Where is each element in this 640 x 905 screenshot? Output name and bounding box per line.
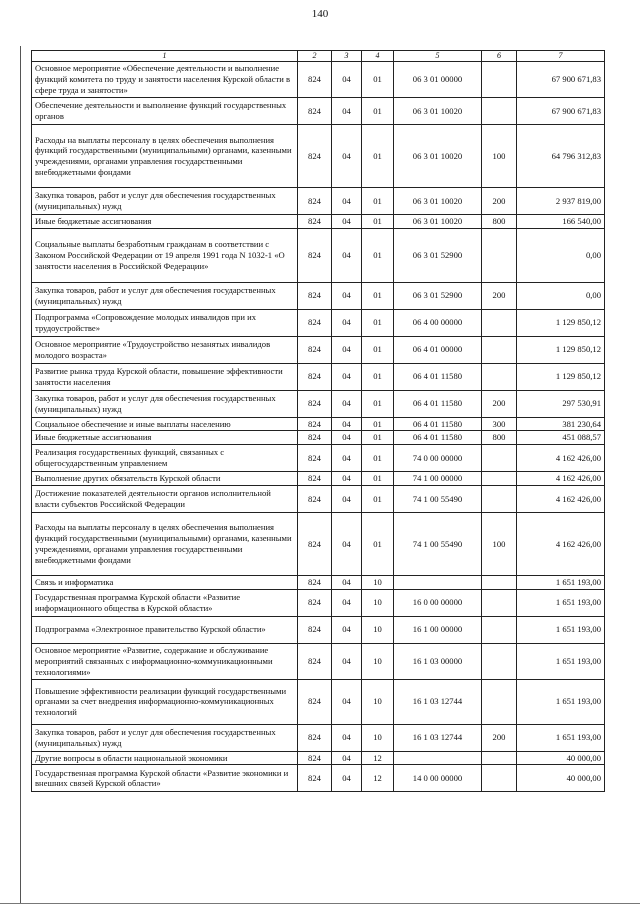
table-row xyxy=(32,62,605,98)
table-row xyxy=(32,228,605,282)
table-row xyxy=(32,589,605,616)
cell-subsection: 01 xyxy=(362,445,394,472)
cell-target-article: 06 3 01 10020 xyxy=(394,188,482,215)
cell-ministry-code: 824 xyxy=(298,751,332,765)
cell-target-article: 06 3 01 52900 xyxy=(394,282,482,309)
cell-amount: 1 129 850,12 xyxy=(517,336,605,363)
cell-target-article: 06 4 01 11580 xyxy=(394,390,482,417)
cell-ministry-code: 824 xyxy=(298,417,332,431)
column-header: 6 xyxy=(482,51,517,62)
cell-target-article: 74 1 00 55490 xyxy=(394,485,482,512)
cell-subsection: 12 xyxy=(362,751,394,765)
column-header: 7 xyxy=(517,51,605,62)
cell-amount: 4 162 426,00 xyxy=(517,445,605,472)
cell-target-article: 06 4 01 11580 xyxy=(394,363,482,390)
table-row xyxy=(32,431,605,445)
cell-section: 04 xyxy=(332,472,362,486)
cell-target-article: 06 3 01 00000 xyxy=(394,62,482,98)
cell-ministry-code: 824 xyxy=(298,765,332,792)
cell-ministry-code: 824 xyxy=(298,309,332,336)
cell-name: Закупка товаров, работ и услуг для обеспечения государственных (муниципальных) нужд xyxy=(32,282,298,309)
cell-target-article: 16 0 00 00000 xyxy=(394,589,482,616)
table-body xyxy=(32,62,605,792)
column-header: 1 xyxy=(32,51,298,62)
cell-section: 04 xyxy=(332,643,362,679)
cell-subsection: 01 xyxy=(362,98,394,125)
cell-amount: 1 651 193,00 xyxy=(517,575,605,589)
table-row xyxy=(32,724,605,751)
cell-amount: 451 088,57 xyxy=(517,431,605,445)
table-row xyxy=(32,309,605,336)
cell-name: Другие вопросы в области национальной экономики xyxy=(32,751,298,765)
cell-amount: 40 000,00 xyxy=(517,751,605,765)
cell-name: Иные бюджетные ассигнования xyxy=(32,215,298,229)
cell-amount: 1 129 850,12 xyxy=(517,363,605,390)
cell-section: 04 xyxy=(332,575,362,589)
cell-section: 04 xyxy=(332,512,362,575)
cell-target-article: 06 4 00 00000 xyxy=(394,309,482,336)
table-row xyxy=(32,363,605,390)
cell-subsection: 01 xyxy=(362,125,394,188)
cell-target-article xyxy=(394,751,482,765)
cell-expense-type xyxy=(482,575,517,589)
cell-target-article: 06 3 01 10020 xyxy=(394,215,482,229)
table-row xyxy=(32,282,605,309)
cell-target-article: 16 1 03 00000 xyxy=(394,643,482,679)
cell-ministry-code: 824 xyxy=(298,282,332,309)
cell-section: 04 xyxy=(332,282,362,309)
cell-section: 04 xyxy=(332,125,362,188)
cell-subsection: 01 xyxy=(362,62,394,98)
cell-section: 04 xyxy=(332,751,362,765)
cell-amount: 0,00 xyxy=(517,282,605,309)
cell-target-article: 74 1 00 55490 xyxy=(394,512,482,575)
cell-section: 04 xyxy=(332,485,362,512)
cell-name: Социальное обеспечение и иные выплаты населению xyxy=(32,417,298,431)
cell-expense-type xyxy=(482,472,517,486)
table-row xyxy=(32,512,605,575)
cell-name: Государственная программа Курской области «Развитие экономики и внешних связей Курской области» xyxy=(32,765,298,792)
cell-subsection: 01 xyxy=(362,472,394,486)
cell-target-article: 06 4 01 11580 xyxy=(394,417,482,431)
cell-section: 04 xyxy=(332,589,362,616)
cell-name: Государственная программа Курской области «Развитие информационного общества в Курской области» xyxy=(32,589,298,616)
cell-section: 04 xyxy=(332,724,362,751)
cell-target-article: 74 0 00 00000 xyxy=(394,445,482,472)
cell-expense-type: 200 xyxy=(482,390,517,417)
cell-subsection: 01 xyxy=(362,309,394,336)
cell-ministry-code: 824 xyxy=(298,724,332,751)
cell-expense-type: 200 xyxy=(482,282,517,309)
cell-expense-type: 800 xyxy=(482,431,517,445)
cell-ministry-code: 824 xyxy=(298,62,332,98)
cell-ministry-code: 824 xyxy=(298,589,332,616)
cell-amount: 381 230,64 xyxy=(517,417,605,431)
cell-section: 04 xyxy=(332,98,362,125)
cell-name: Основное мероприятие «Обеспечение деятельности и выполнение функций комитета по труду и занятости населения Курской области в сфере труда и занятости» xyxy=(32,62,298,98)
cell-ministry-code: 824 xyxy=(298,125,332,188)
cell-ministry-code: 824 xyxy=(298,215,332,229)
cell-target-article: 14 0 00 00000 xyxy=(394,765,482,792)
cell-subsection: 01 xyxy=(362,417,394,431)
cell-section: 04 xyxy=(332,188,362,215)
cell-expense-type: 300 xyxy=(482,417,517,431)
cell-subsection: 01 xyxy=(362,431,394,445)
table-row xyxy=(32,751,605,765)
table-row xyxy=(32,188,605,215)
cell-name: Основное мероприятие «Трудоустройство незанятых инвалидов молодого возраста» xyxy=(32,336,298,363)
cell-amount: 0,00 xyxy=(517,228,605,282)
cell-amount: 1 651 193,00 xyxy=(517,589,605,616)
cell-ministry-code: 824 xyxy=(298,363,332,390)
cell-section: 04 xyxy=(332,417,362,431)
cell-subsection: 10 xyxy=(362,643,394,679)
cell-subsection: 01 xyxy=(362,390,394,417)
cell-name: Развитие рынка труда Курской области, повышение эффективности занятости населения xyxy=(32,363,298,390)
cell-name: Обеспечение деятельности и выполнение функций государственных органов xyxy=(32,98,298,125)
cell-target-article: 16 1 03 12744 xyxy=(394,724,482,751)
cell-subsection: 10 xyxy=(362,679,394,724)
table-row xyxy=(32,575,605,589)
cell-name: Повышение эффективности реализации функций государственными органами за счет внедрения информационно-коммуникационных технологий xyxy=(32,679,298,724)
table-row xyxy=(32,472,605,486)
cell-ministry-code: 824 xyxy=(298,512,332,575)
cell-expense-type xyxy=(482,765,517,792)
cell-subsection: 01 xyxy=(362,485,394,512)
cell-ministry-code: 824 xyxy=(298,643,332,679)
cell-target-article: 06 3 01 10020 xyxy=(394,98,482,125)
cell-ministry-code: 824 xyxy=(298,575,332,589)
cell-section: 04 xyxy=(332,62,362,98)
cell-ministry-code: 824 xyxy=(298,188,332,215)
cell-amount: 40 000,00 xyxy=(517,765,605,792)
page-bottom-line xyxy=(0,903,640,904)
cell-section: 04 xyxy=(332,445,362,472)
cell-ministry-code: 824 xyxy=(298,616,332,643)
table-row xyxy=(32,616,605,643)
cell-expense-type: 100 xyxy=(482,125,517,188)
cell-expense-type xyxy=(482,485,517,512)
cell-amount: 166 540,00 xyxy=(517,215,605,229)
cell-section: 04 xyxy=(332,336,362,363)
cell-amount: 64 796 312,83 xyxy=(517,125,605,188)
cell-section: 04 xyxy=(332,363,362,390)
cell-amount: 4 162 426,00 xyxy=(517,472,605,486)
cell-amount: 4 162 426,00 xyxy=(517,512,605,575)
cell-section: 04 xyxy=(332,228,362,282)
column-header: 4 xyxy=(362,51,394,62)
cell-target-article: 06 3 01 52900 xyxy=(394,228,482,282)
cell-amount: 1 651 193,00 xyxy=(517,616,605,643)
cell-subsection: 01 xyxy=(362,336,394,363)
cell-ministry-code: 824 xyxy=(298,336,332,363)
cell-expense-type xyxy=(482,98,517,125)
cell-amount: 297 530,91 xyxy=(517,390,605,417)
cell-expense-type: 200 xyxy=(482,188,517,215)
cell-name: Иные бюджетные ассигнования xyxy=(32,431,298,445)
cell-expense-type xyxy=(482,445,517,472)
table-row xyxy=(32,417,605,431)
cell-expense-type xyxy=(482,228,517,282)
cell-name: Расходы на выплаты персоналу в целях обеспечения выполнения функций государственными (муниципальными) органами, казенными учреждениями, органами управления государственными внебюджетными фондами xyxy=(32,125,298,188)
cell-ministry-code: 824 xyxy=(298,679,332,724)
cell-subsection: 10 xyxy=(362,724,394,751)
cell-expense-type xyxy=(482,643,517,679)
cell-target-article: 06 4 01 00000 xyxy=(394,336,482,363)
cell-subsection: 01 xyxy=(362,363,394,390)
cell-ministry-code: 824 xyxy=(298,390,332,417)
cell-expense-type xyxy=(482,62,517,98)
cell-amount: 1 651 193,00 xyxy=(517,679,605,724)
cell-name: Выполнение других обязательств Курской области xyxy=(32,472,298,486)
cell-expense-type xyxy=(482,616,517,643)
cell-section: 04 xyxy=(332,431,362,445)
cell-name: Подпрограмма «Электронное правительство Курской области» xyxy=(32,616,298,643)
page-number: 140 xyxy=(311,8,329,20)
cell-section: 04 xyxy=(332,390,362,417)
cell-subsection: 01 xyxy=(362,228,394,282)
cell-expense-type xyxy=(482,336,517,363)
cell-subsection: 01 xyxy=(362,512,394,575)
table-row xyxy=(32,679,605,724)
cell-expense-type xyxy=(482,309,517,336)
cell-name: Достижение показателей деятельности органов исполнительной власти субъектов Российской Федерации xyxy=(32,485,298,512)
cell-target-article: 74 1 00 00000 xyxy=(394,472,482,486)
cell-subsection: 01 xyxy=(362,188,394,215)
cell-name: Связь и информатика xyxy=(32,575,298,589)
cell-name: Основное мероприятие «Развитие, содержание и обслуживание мероприятий связанных с информационно-коммуникационными технологиями» xyxy=(32,643,298,679)
page-margin-line xyxy=(20,46,21,904)
column-header: 5 xyxy=(394,51,482,62)
cell-expense-type xyxy=(482,589,517,616)
column-header: 3 xyxy=(332,51,362,62)
cell-ministry-code: 824 xyxy=(298,98,332,125)
cell-amount: 67 900 671,83 xyxy=(517,98,605,125)
cell-target-article: 06 3 01 10020 xyxy=(394,125,482,188)
table-row xyxy=(32,485,605,512)
cell-name: Расходы на выплаты персоналу в целях обеспечения выполнения функций государственными (муниципальными) органами, казенными учреждениями, органами управления государственными внебюджетными фондами xyxy=(32,512,298,575)
cell-subsection: 01 xyxy=(362,215,394,229)
cell-expense-type xyxy=(482,679,517,724)
cell-amount: 2 937 819,00 xyxy=(517,188,605,215)
table-row xyxy=(32,98,605,125)
cell-expense-type: 100 xyxy=(482,512,517,575)
cell-ministry-code: 824 xyxy=(298,431,332,445)
table-row xyxy=(32,765,605,792)
cell-amount: 67 900 671,83 xyxy=(517,62,605,98)
table-row xyxy=(32,643,605,679)
cell-amount: 1 129 850,12 xyxy=(517,309,605,336)
cell-target-article: 16 1 00 00000 xyxy=(394,616,482,643)
cell-section: 04 xyxy=(332,309,362,336)
column-header: 2 xyxy=(298,51,332,62)
cell-ministry-code: 824 xyxy=(298,472,332,486)
cell-name: Закупка товаров, работ и услуг для обеспечения государственных (муниципальных) нужд xyxy=(32,188,298,215)
cell-name: Закупка товаров, работ и услуг для обеспечения государственных (муниципальных) нужд xyxy=(32,724,298,751)
cell-subsection: 01 xyxy=(362,282,394,309)
table-row xyxy=(32,125,605,188)
budget-table xyxy=(31,50,605,792)
cell-expense-type xyxy=(482,363,517,390)
table-row xyxy=(32,445,605,472)
table-row xyxy=(32,390,605,417)
cell-amount: 1 651 193,00 xyxy=(517,643,605,679)
cell-target-article: 06 4 01 11580 xyxy=(394,431,482,445)
cell-target-article xyxy=(394,575,482,589)
cell-section: 04 xyxy=(332,616,362,643)
cell-ministry-code: 824 xyxy=(298,485,332,512)
table-row xyxy=(32,336,605,363)
cell-section: 04 xyxy=(332,679,362,724)
cell-name: Реализация государственных функций, связанных с общегосударственным управлением xyxy=(32,445,298,472)
cell-ministry-code: 824 xyxy=(298,445,332,472)
cell-name: Закупка товаров, работ и услуг для обеспечения государственных (муниципальных) нужд xyxy=(32,390,298,417)
cell-section: 04 xyxy=(332,215,362,229)
table-row xyxy=(32,215,605,229)
cell-ministry-code: 824 xyxy=(298,228,332,282)
cell-subsection: 12 xyxy=(362,765,394,792)
cell-section: 04 xyxy=(332,765,362,792)
cell-amount: 1 651 193,00 xyxy=(517,724,605,751)
cell-expense-type xyxy=(482,751,517,765)
cell-expense-type: 800 xyxy=(482,215,517,229)
cell-target-article: 16 1 03 12744 xyxy=(394,679,482,724)
cell-subsection: 10 xyxy=(362,616,394,643)
cell-name: Социальные выплаты безработным гражданам в соответствии с Законом Российской Федерации от 19 апреля 1991 года N 1032-1 «О занятости населения в Российской Федерации» xyxy=(32,228,298,282)
cell-subsection: 10 xyxy=(362,589,394,616)
cell-amount: 4 162 426,00 xyxy=(517,485,605,512)
cell-name: Подпрограмма «Сопровождение молодых инвалидов при их трудоустройстве» xyxy=(32,309,298,336)
column-number-row xyxy=(32,51,605,62)
cell-subsection: 10 xyxy=(362,575,394,589)
cell-expense-type: 200 xyxy=(482,724,517,751)
